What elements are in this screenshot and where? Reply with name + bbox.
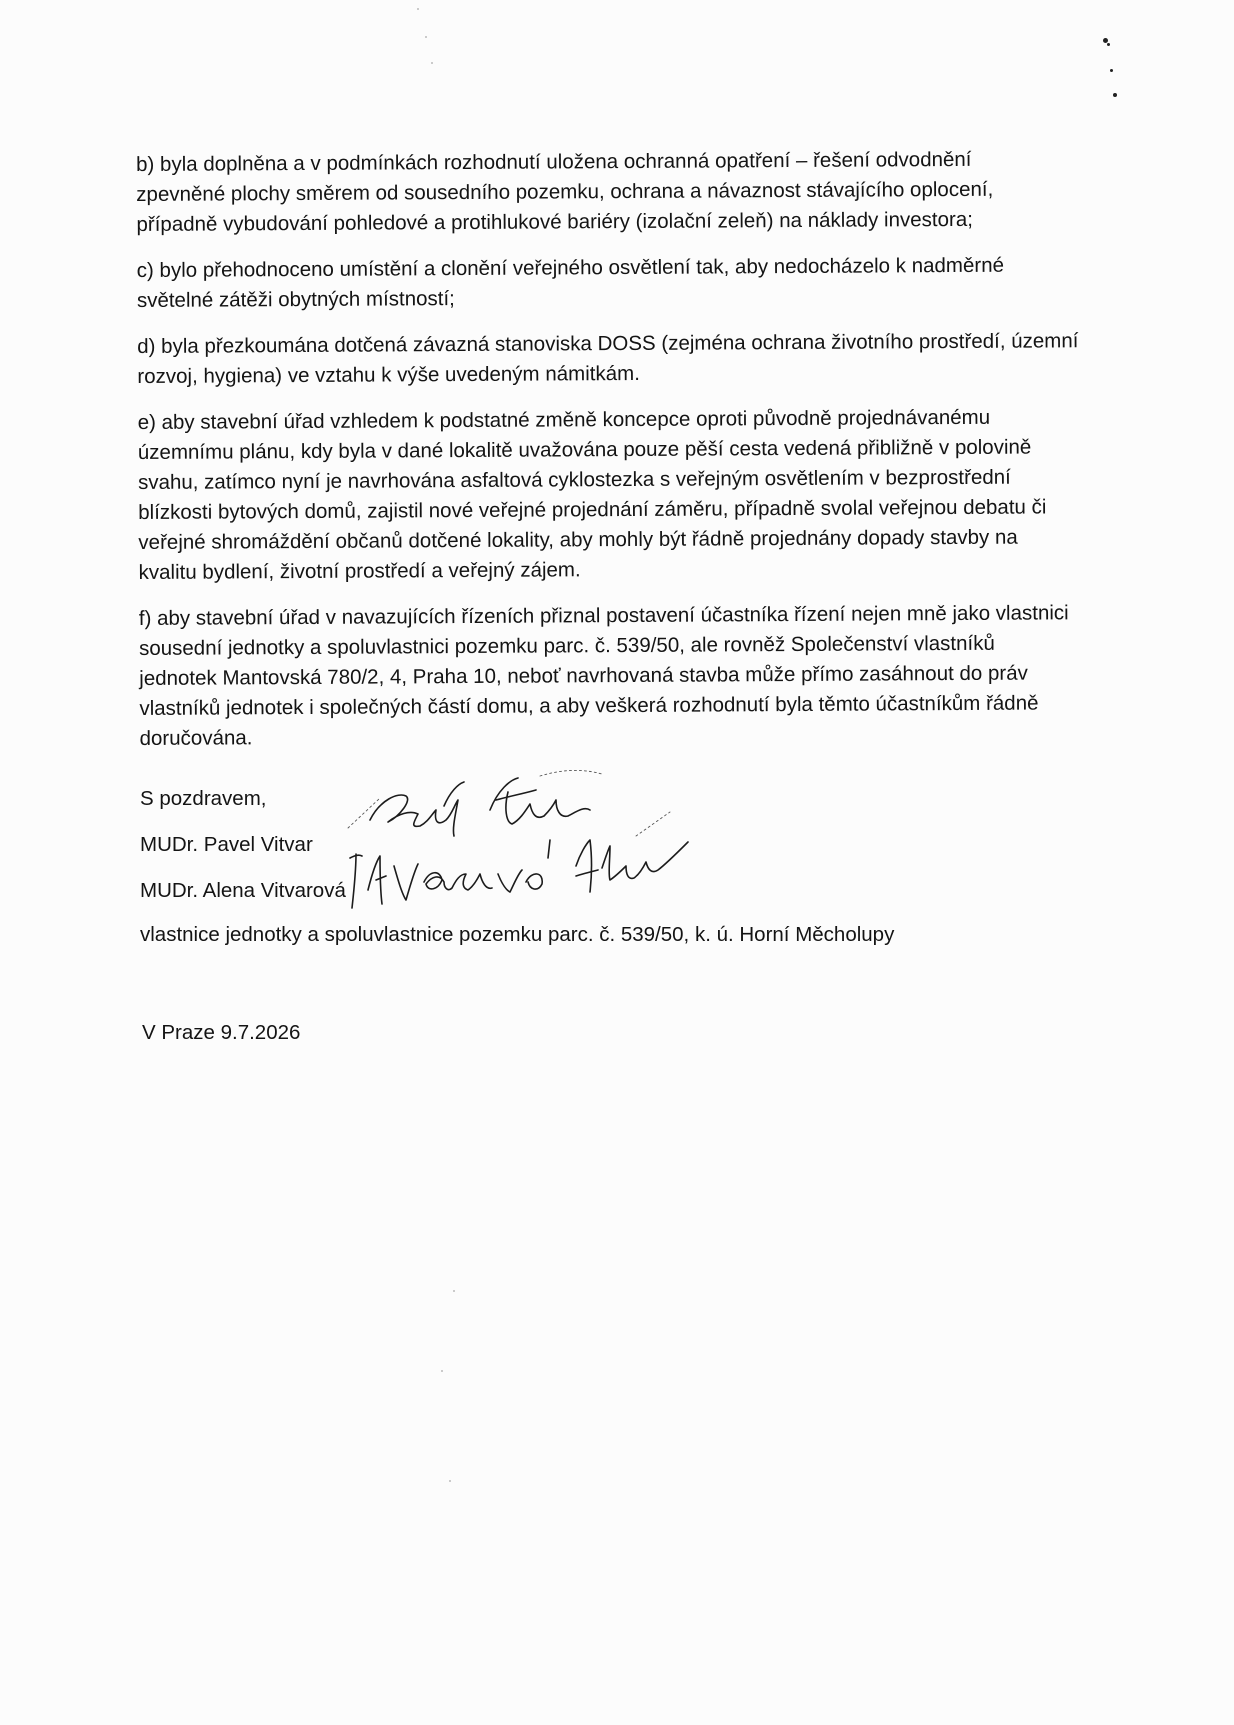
text-line: svahu, zatímco nyní je navrhována asfaltová cyklostezka s veřejným osvětlením v bezprostřední	[137, 465, 1011, 494]
text-line: sousední jednotky a spoluvlastnici pozemku parc. č. 539/50, ale rovněž Společenství vlastníků	[138, 631, 995, 660]
signature-alena-vitvarova	[350, 812, 688, 908]
paragraph-e	[138, 402, 1099, 588]
scan-speck	[1110, 69, 1113, 72]
closing-greeting: S pozdravem,	[140, 787, 267, 810]
scan-speck	[1107, 43, 1110, 46]
scan-dot	[431, 62, 433, 64]
text-line: c) bylo přehodnoceno umístění a clonění veřejného osvětlení tak, aby nedocházelo k nadměrné	[136, 253, 1005, 282]
text-line: územnímu plánu, kdy byla v dané lokalitě uvažována pouze pěší cesta vedená přibližně v polovině	[137, 435, 1032, 464]
paragraph-c	[137, 250, 1097, 316]
paragraph-f	[139, 598, 1100, 754]
scan-dot	[425, 36, 427, 38]
text-line: f) aby stavební úřad v navazujících řízeních přiznal postavení účastníka řízení nejen mně jako vlastnici	[138, 601, 1069, 630]
text-line: blízkosti bytových domů, zajistil nové veřejné projednání záměru, případně svolal veřejnou debatu či	[138, 495, 1047, 524]
signer-name-1: MUDr. Pavel Vitvar	[140, 833, 313, 856]
text-line: b) byla doplněna a v podmínkách rozhodnutí uložena ochranná opatření – řešení odvodnění	[136, 147, 972, 176]
scan-dot	[441, 1370, 443, 1372]
text-line: doručována.	[139, 726, 253, 750]
text-line: případně vybudování pohledové a protihlukové bariéry (izolační zeleň) na náklady investora;	[136, 207, 973, 236]
text-line: jednotek Mantovská 780/2, 4, Praha 10, neboť navrhovaná stavba může přímo zasáhnout do práv	[139, 661, 1028, 690]
text-line: e) aby stavební úřad vzhledem k podstatné změně koncepce oproti původně projednávanému	[137, 405, 991, 434]
text-line: světelné zátěži obytných místností;	[136, 287, 455, 312]
signer-name-2: MUDr. Alena Vitvarová	[140, 879, 346, 902]
text-line: d) byla přezkoumána dotčená závazná stanoviska DOSS (zejména ochrana životního prostředí, územní	[137, 329, 1079, 358]
scan-dot	[453, 1290, 455, 1292]
scan-dot	[417, 8, 419, 10]
handwritten-signatures	[340, 770, 720, 940]
scan-dot	[449, 1480, 451, 1482]
text-line: kvalitu bydlení, životní prostředí a veřejný zájem.	[138, 558, 581, 584]
signature-pavel-vitvar	[348, 770, 602, 836]
signer-role: vlastnice jednotky a spoluvlastnice pozemku parc. č. 539/50, k. ú. Horní Měcholupy	[140, 923, 895, 946]
text-line: zpevněné plochy směrem od sousedního pozemku, ochrana a návaznost stávajícího oplocení,	[136, 177, 994, 206]
text-line: vlastníků jednotek i společných částí domu, a aby veškerá rozhodnutí byla těmto účastníkům řádně	[139, 691, 1039, 720]
scan-speck	[1113, 93, 1117, 97]
text-line: rozvoj, hygiena) ve vztahu k výše uvedeným námitkám.	[137, 361, 640, 388]
letter-date: V Praze 9.7.2026	[142, 1021, 301, 1044]
letter-body	[136, 144, 1100, 770]
paragraph-b	[136, 144, 1097, 240]
paragraph-d	[137, 326, 1097, 392]
text-line: veřejné shromáždění občanů dotčené lokality, aby mohly být řádně projednány dopady stavby na	[138, 525, 1018, 554]
